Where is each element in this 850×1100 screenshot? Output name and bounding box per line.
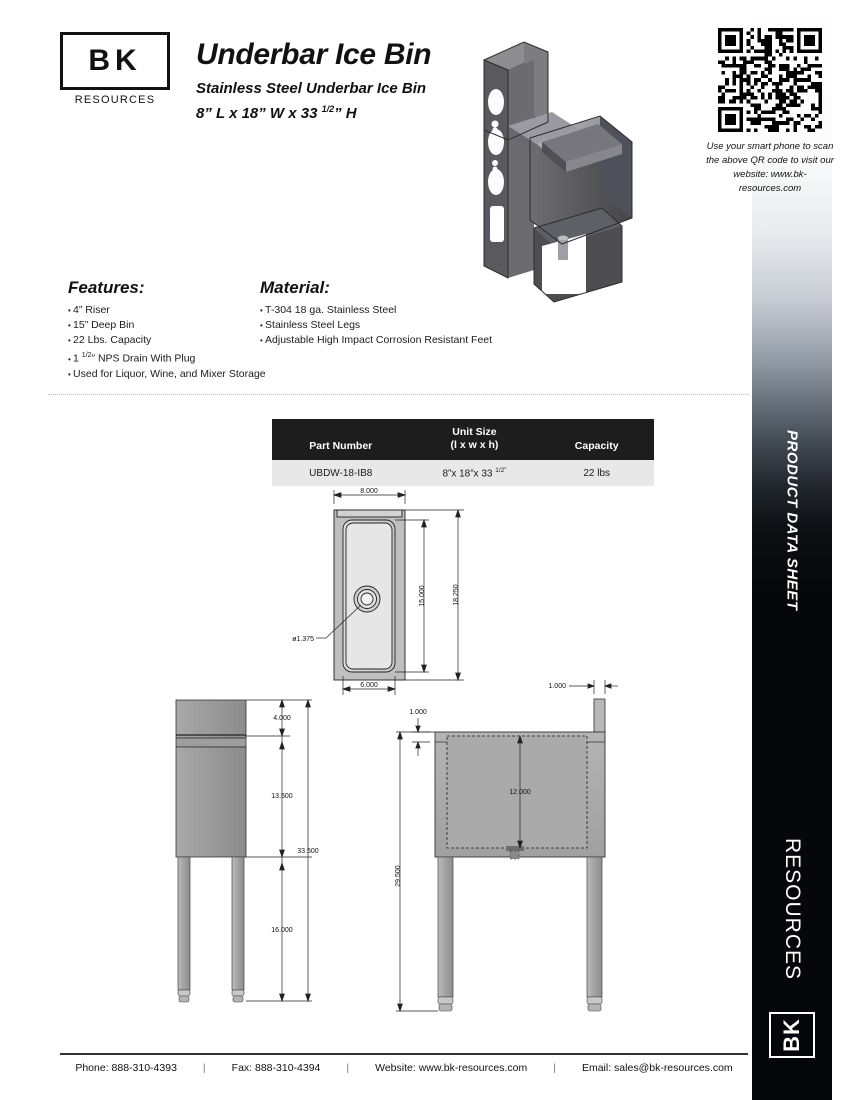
footer-email[interactable]: Email: sales@bk-resources.com — [581, 1062, 733, 1074]
material-heading: Material: — [260, 278, 330, 297]
page-dimensions-tail: ” H — [334, 105, 357, 122]
footer-rule — [60, 1053, 748, 1055]
dim-top-bin-width: 6.000 — [360, 682, 378, 689]
dim-front-top-edge: 1.000 — [409, 709, 427, 716]
dim-drain-diameter: ø1.375 — [292, 636, 314, 643]
sidebar-brand-text-label: RESOURCES — [781, 838, 804, 981]
front-view-drawing — [384, 666, 634, 1021]
dim-front-riser-thickness: 1.000 — [548, 683, 566, 690]
feature-drain-tail: ” NPS Drain With Plug — [91, 352, 196, 365]
bk-logo-label: BK — [88, 44, 142, 77]
sidebar-brand-text — [780, 838, 804, 980]
cell-part-number: UBDW-18-IB8 — [272, 460, 410, 486]
feature-item: • 22 Lbs. Capacity — [68, 333, 243, 348]
footer-phone: Phone: 888-310-4393 — [75, 1062, 177, 1074]
cell-unit-size-fraction: 1/2” — [495, 467, 507, 474]
bk-logo-subtitle: RESOURCES — [74, 94, 156, 106]
cell-capacity: 22 lbs — [539, 460, 654, 486]
dim-top-width: 8.000 — [360, 488, 378, 495]
page-dimensions-line — [196, 104, 357, 122]
bk-logo — [60, 32, 170, 90]
material-item: • T-304 18 ga. Stainless Steel — [260, 303, 550, 318]
dim-top-bin-length: 15.000 — [419, 585, 426, 607]
column-header-unit-size-line1: Unit Size — [452, 426, 497, 438]
dim-side-riser: 4.000 — [273, 715, 291, 722]
specification-table — [272, 419, 654, 486]
dim-side-leg-height: 16.000 — [271, 927, 293, 934]
cell-unit-size-main: 8”x 18”x 33 — [442, 468, 496, 480]
column-header-unit-size — [410, 419, 540, 460]
feature-drain-fraction: 1/2 — [81, 352, 92, 359]
footer-fax: Fax: 888-310-4394 — [231, 1062, 321, 1074]
dim-side-bin-depth: 13.500 — [271, 793, 293, 800]
dim-front-inner-depth: 12.000 — [509, 789, 531, 796]
sidebar-bk-logo-label: BK — [779, 1018, 804, 1052]
dim-front-overall-height: 29.500 — [395, 865, 402, 887]
footer-separator: | — [553, 1062, 556, 1074]
feature-item: • 4” Riser — [68, 303, 243, 318]
footer-separator: | — [346, 1062, 350, 1074]
material-item: • Adjustable High Impact Corrosion Resistant Feet — [260, 333, 550, 348]
features-list — [68, 303, 266, 382]
dim-side-overall-height: 33.500 — [297, 848, 319, 855]
side-view-drawing — [160, 690, 335, 1020]
material-section — [260, 278, 550, 348]
table-header-row — [272, 419, 654, 460]
page-dimensions-fraction: 1/2 — [321, 104, 335, 114]
product-photo — [462, 30, 652, 315]
features-section — [68, 278, 266, 382]
feature-item: • Used for Liquor, Wine, and Mixer Storage — [68, 367, 243, 382]
dim-top-height-overall: 18.250 — [453, 584, 460, 606]
feature-drain-main: 1 — [73, 352, 82, 365]
feature-item: • 15” Deep Bin — [68, 318, 243, 333]
qr-caption: Use your smart phone to scan the above QR code to visit our website: www.bk-resources.com — [706, 141, 834, 194]
sidebar-bk-logo — [769, 1012, 815, 1058]
section-divider — [48, 394, 748, 395]
footer-website[interactable]: Website: www.bk-resources.com — [375, 1062, 528, 1074]
feature-item-drain — [68, 348, 243, 367]
sidebar-title: PRODUCT DATA SHEET — [783, 430, 801, 611]
material-item: • Stainless Steel Legs — [260, 318, 550, 333]
cell-unit-size — [410, 460, 540, 486]
page-title: Underbar Ice Bin — [196, 38, 432, 71]
table-row — [272, 460, 654, 486]
column-header-capacity: Capacity — [539, 419, 654, 460]
footer-separator: | — [202, 1062, 206, 1074]
page-subtitle: Stainless Steel Underbar Ice Bin — [196, 80, 427, 97]
page-dimensions-main: 8” L x 18” W x 33 — [196, 105, 322, 122]
features-heading: Features: — [68, 278, 145, 297]
material-list — [260, 303, 550, 348]
qr-code-icon[interactable] — [718, 28, 822, 132]
column-header-unit-size-line2: (l x w x h) — [450, 439, 499, 451]
footer — [60, 1062, 748, 1074]
column-header-part-number: Part Number — [272, 419, 410, 460]
